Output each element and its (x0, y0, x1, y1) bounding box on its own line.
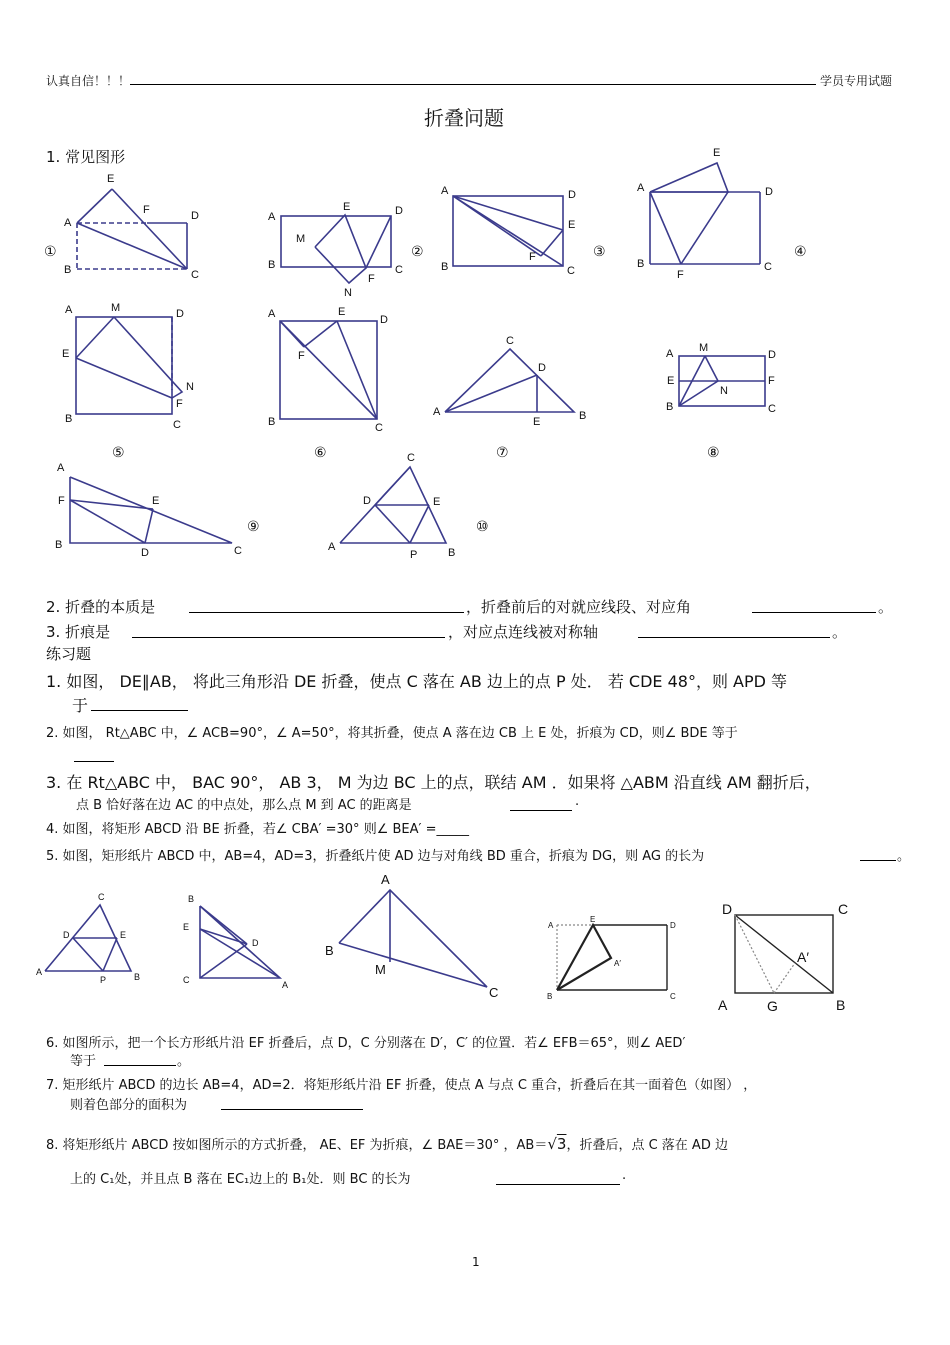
svg-text:E: E (62, 348, 70, 360)
sqrt-value: 3 (556, 1135, 567, 1153)
figure-3 (441, 185, 576, 277)
problem-8-text-a: 8. 将矩形纸片 ABCD 按如图所示的方式折叠， AE、EF 为折痕，∠ BAE＝30° ，AB＝ (46, 1138, 548, 1153)
svg-text:C: C (407, 452, 415, 464)
svg-text:D: D (722, 901, 733, 917)
svg-text:B: B (134, 972, 141, 982)
svg-text:C: C (567, 265, 575, 277)
svg-text:A: A (548, 921, 554, 930)
figure-5 (62, 302, 194, 431)
svg-text:B: B (637, 258, 645, 270)
figure-8 (666, 342, 776, 415)
q3-text: 3. 折痕是 (46, 623, 111, 641)
svg-text:B: B (836, 997, 846, 1013)
svg-text:D: D (568, 189, 576, 201)
svg-text:A: A (268, 211, 276, 223)
svg-text:E: E (343, 201, 351, 213)
svg-text:C: C (173, 419, 181, 431)
problem-3-end: . (575, 794, 580, 809)
svg-text:C: C (506, 335, 514, 347)
page-number: 1 (472, 1255, 480, 1269)
practice-title: 练习题 (46, 645, 92, 663)
svg-text:E: E (183, 922, 190, 932)
svg-text:A′: A′ (797, 949, 809, 965)
svg-text:P: P (100, 975, 107, 985)
svg-text:D: D (538, 362, 546, 374)
svg-text:A: A (57, 462, 65, 474)
svg-text:C: C (395, 264, 403, 276)
svg-text:E: E (338, 306, 346, 318)
svg-text:B: B (579, 410, 587, 422)
problem-1-line-1: 1. 如图， DE∥AB， 将此三角形沿 DE 折叠，使点 C 落在 AB 边上的点 P 处． 若 CDE 48°，则 APD 等 (46, 672, 788, 691)
svg-text:E: E (713, 147, 721, 159)
problem-7-blank (221, 1109, 363, 1110)
svg-text:M: M (699, 342, 709, 354)
svg-text:F: F (368, 273, 375, 285)
svg-text:D: D (63, 930, 70, 940)
svg-text:C: C (234, 545, 242, 557)
problem-8-text-b: ，折叠后，点 C 落在 AD 边 (566, 1138, 728, 1153)
figure-7 (433, 335, 586, 428)
svg-text:M: M (375, 962, 386, 977)
problem-7-line-2: 则着色部分的面积为 (70, 1098, 188, 1113)
svg-text:B: B (55, 539, 63, 551)
problem-8-line-1 (46, 1134, 728, 1153)
svg-text:E: E (590, 915, 596, 924)
svg-text:D: D (395, 205, 403, 217)
problem-6-line-1: 6. 如图所示，把一个长方形纸片沿 EF 折叠后，点 D，C 分别落在 D′，C′ 的位置．若∠ EFB＝65°，则∠ AED′ (46, 1036, 686, 1051)
svg-text:D: D (191, 210, 199, 222)
svg-text:C: C (191, 269, 199, 281)
header-left: 认真自信！！！ (46, 74, 131, 88)
fig-number-8: ⑧ (707, 445, 720, 461)
fig-number-7: ⑦ (496, 445, 509, 461)
svg-text:A: A (666, 348, 674, 360)
svg-text:E: E (667, 375, 675, 387)
figure-9 (55, 462, 242, 559)
svg-text:F: F (529, 251, 536, 263)
svg-text:F: F (176, 398, 183, 410)
svg-text:B: B (325, 943, 334, 958)
fig-number-5: ⑤ (112, 445, 125, 461)
problem-3-blank (510, 810, 572, 811)
svg-text:D: D (670, 921, 676, 930)
svg-text:C: C (670, 992, 676, 1001)
problem-5: 5. 如图，矩形纸片 ABCD 中，AB=4，AD=3，折叠纸片使 AD 边与对角线 BD 重合，折痕为 DG，则 AG 的长为 (46, 849, 705, 864)
fig-number-6: ⑥ (314, 445, 327, 461)
svg-text:C: C (375, 422, 383, 434)
svg-text:E: E (568, 219, 576, 231)
problem-3-line-2: 点 B 恰好落在边 AC 的中点处，那么点 M 到 AC 的距离是 (76, 798, 412, 813)
svg-text:D: D (380, 314, 388, 326)
figure-4 (637, 147, 773, 281)
svg-text:F: F (58, 495, 65, 507)
svg-text:E: E (433, 496, 441, 508)
q3-blank-2 (638, 637, 830, 638)
q2-end: 。 (878, 598, 894, 616)
figure-p1 (36, 892, 140, 985)
svg-text:C: C (489, 985, 499, 1000)
problem-6-end: 。 (177, 1054, 191, 1069)
svg-text:D: D (765, 186, 773, 198)
svg-text:E: E (533, 416, 541, 428)
svg-text:A: A (433, 406, 441, 418)
sqrt-sign: √ (547, 1135, 557, 1153)
problem-7-line-1: 7. 矩形纸片 ABCD 的边长 AB=4，AD=2．将矩形纸片沿 EF 折叠，使点 A 与点 C 重合，折叠后在其一面着色（如图） ， (46, 1078, 757, 1093)
q3-end: 。 (832, 623, 848, 641)
problem-5-blank (860, 860, 896, 861)
problem-3-line-1: 3. 在 Rt△ABC 中， BAC 90°， AB 3， M 为边 BC 上的点，联结 AM ．如果将 △ABM 沿直线 AM 翻折后， (46, 773, 821, 792)
problem-4: 4. 如图，将矩形 ABCD 沿 BE 折叠，若∠ CBA′ =30° 则∠ BEA′ =_____ (46, 822, 469, 837)
svg-text:N: N (344, 287, 352, 299)
problem-2-blank (74, 761, 114, 762)
fig-number-2: ② (411, 244, 424, 260)
svg-text:G: G (767, 998, 778, 1014)
figure-p4 (547, 915, 676, 1001)
svg-text:A: A (64, 217, 72, 229)
svg-text:A: A (637, 182, 645, 194)
q3-blank-1 (132, 637, 445, 638)
problem-8-end: . (622, 1168, 627, 1183)
svg-text:B: B (268, 416, 276, 428)
section-heading: 1. 常见图形 (46, 148, 126, 166)
svg-text:B: B (268, 259, 276, 271)
problem-8-line-2: 上的 C₁处，并且点 B 落在 EC₁边上的 B₁处．则 BC 的长为 (70, 1172, 411, 1187)
svg-text:B: B (64, 264, 72, 276)
svg-text:A: A (381, 872, 390, 887)
problem-8-blank (496, 1184, 620, 1185)
problem-1-blank (91, 710, 188, 711)
fig-number-1: ① (44, 244, 57, 260)
svg-text:D: D (176, 308, 184, 320)
svg-text:B: B (65, 413, 73, 425)
svg-text:B: B (441, 261, 449, 273)
problem-5-end: 。 (897, 849, 911, 864)
svg-text:M: M (296, 233, 306, 245)
fig-number-9: ⑨ (247, 519, 260, 535)
figure-p3 (325, 872, 498, 1000)
svg-text:M: M (111, 302, 121, 314)
fig-number-10: ⑩ (476, 519, 489, 535)
problem-6-blank (104, 1065, 176, 1066)
svg-text:B: B (547, 992, 553, 1001)
svg-text:B: B (188, 894, 195, 904)
svg-text:C: C (98, 892, 105, 902)
svg-text:D: D (363, 495, 371, 507)
figure-6 (268, 306, 388, 434)
figure-10 (328, 452, 455, 561)
svg-text:C: C (183, 975, 190, 985)
svg-text:D: D (768, 349, 776, 361)
svg-text:A: A (36, 967, 43, 977)
svg-text:C: C (768, 403, 776, 415)
q2-blank-1 (189, 612, 464, 613)
fig-number-4: ④ (794, 244, 807, 260)
svg-text:A′: A′ (614, 959, 621, 968)
svg-text:A: A (718, 997, 728, 1013)
page-title: 折叠问题 (424, 106, 504, 130)
svg-text:N: N (720, 385, 728, 397)
svg-text:E: E (152, 495, 160, 507)
svg-text:E: E (107, 173, 115, 185)
q2-blank-2 (752, 612, 876, 613)
svg-text:P: P (410, 549, 418, 561)
svg-text:A: A (282, 980, 289, 990)
svg-text:F: F (768, 375, 775, 387)
svg-text:F: F (143, 204, 150, 216)
svg-text:B: B (448, 547, 456, 559)
problem-2-line-1: 2. 如图， Rt△ABC 中，∠ ACB=90°，∠ A=50°，将其折叠，使点 A 落在边 CB 上 E 处，折痕为 CD，则∠ BDE 等于 (46, 726, 738, 741)
svg-text:F: F (298, 350, 305, 362)
figure-p2 (183, 894, 288, 990)
figure-p5 (718, 901, 848, 1014)
fig-number-3: ③ (593, 244, 606, 260)
svg-text:E: E (120, 930, 127, 940)
svg-text:C: C (764, 261, 772, 273)
svg-text:F: F (677, 269, 684, 281)
svg-text:A: A (268, 308, 276, 320)
svg-text:C: C (838, 901, 849, 917)
q2-text-b: ，折叠前后的对就应线段、对应角 (466, 598, 692, 616)
q2-text: 2. 折叠的本质是 (46, 598, 156, 616)
svg-text:A: A (65, 304, 73, 316)
svg-text:B: B (666, 401, 674, 413)
figure-2 (268, 201, 403, 299)
svg-text:A: A (328, 541, 336, 553)
header-right: 学员专用试题 (820, 74, 893, 88)
problem-1-line-2: 于 (72, 696, 89, 715)
figure-1 (64, 173, 199, 281)
svg-text:D: D (141, 547, 149, 559)
svg-text:N: N (186, 381, 194, 393)
svg-text:D: D (252, 938, 259, 948)
problem-6-line-2: 等于 (70, 1054, 97, 1069)
svg-text:A: A (441, 185, 449, 197)
q3-text-b: ，对应点连线被对称轴 (448, 623, 599, 641)
